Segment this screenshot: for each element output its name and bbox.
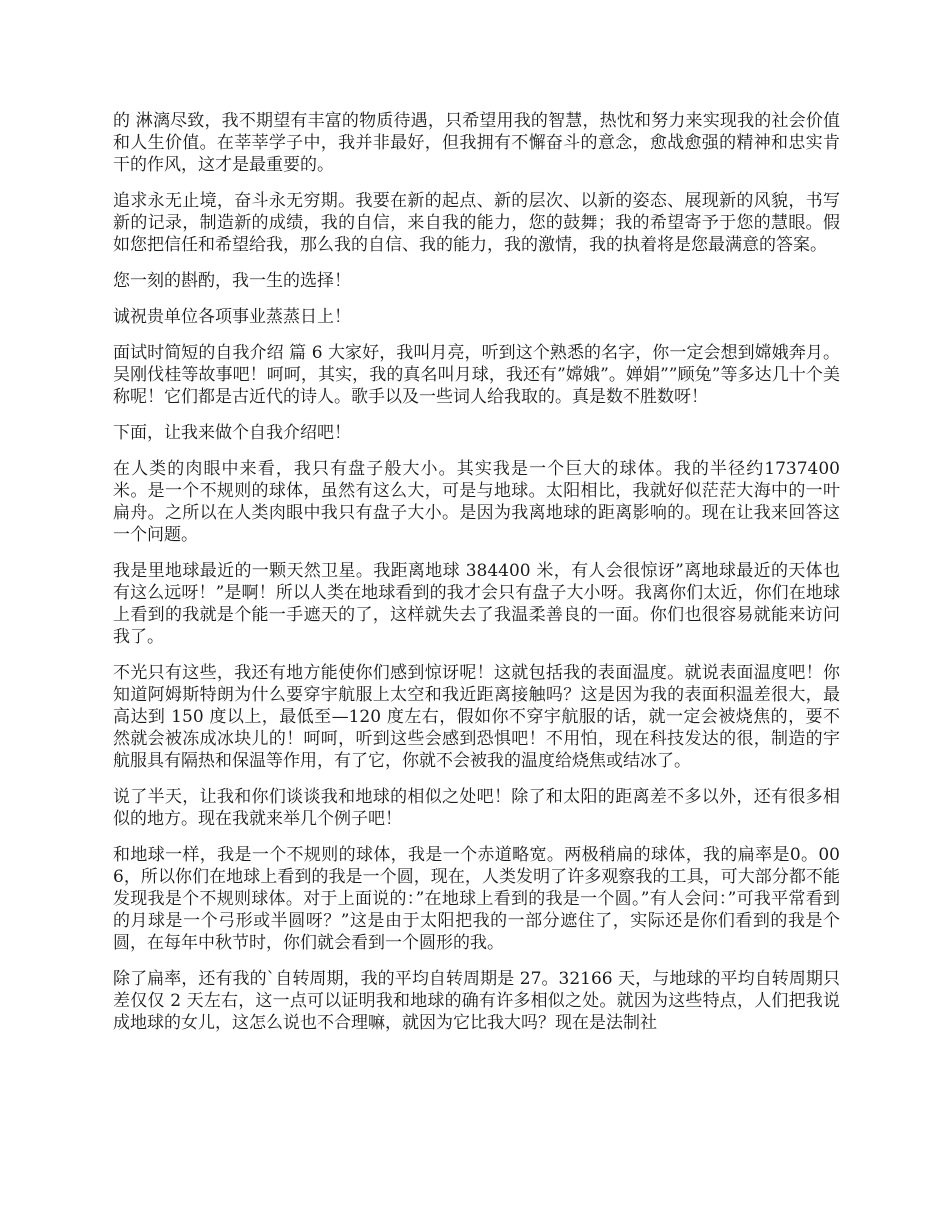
paragraph: 除了扁率，还有我的`自转周期，我的平均自转周期是 27。32166 天，与地球的平均自转周期只差仅仅 2 天左右，这一点可以证明我和地球的确有许多相似之处。就因为这些特点，人们把我说成地球的女儿，这怎么说也不合理嘛，就因为它比我大吗？现在是法制社 (113, 969, 840, 1033)
paragraph: 我是里地球最近的一颗天然卫星。我距离地球 384400 米，有人会很惊讶”离地球最近的天体也有这么远呀！”是啊！所以人类在地球看到的我才会只有盘子大小呀。我离你们太近，你们在地球上看到的我就是个能一手遮天的了，这样就失去了我温柔善良的一面。你们也很容易就能来访问我了。 (113, 561, 840, 647)
paragraph: 下面，让我来做个自我介绍吧！ (113, 423, 351, 443)
paragraph: 在人类的肉眼中来看，我只有盘子般大小。其实我是一个巨大的球体。我的半径约1737400 米。是一个不规则的球体，虽然有这么大，可是与地球。太阳相比，我就好似茫茫大海中的一叶扁舟。之所以在人类肉眼中我只有盘子大小。是因为我离地球的距离影响的。现在让我来回答这一个问题。 (113, 459, 840, 545)
paragraph: 您一刻的斟酌，我一生的选择！ (113, 271, 351, 291)
document-page (113, 110, 840, 1048)
paragraph: 诚祝贵单位各项事业蒸蒸日上！ (113, 307, 351, 327)
paragraph: 的 淋漓尽致，我不期望有丰富的物质待遇，只希望用我的智慧，热忱和努力来实现我的社会价值和人生价值。在莘莘学子中，我并非最好，但我拥有不懈奋斗的意念，愈战愈强的精神和忠实肯干的作风，这才是最重要的。 (113, 111, 840, 175)
paragraph: 说了半天，让我和你们谈谈我和地球的相似之处吧！除了和太阳的距离差不多以外，还有很多相似的地方。现在我就来举几个例子吧！ (113, 787, 840, 829)
paragraph: 和地球一样，我是一个不规则的球体，我是一个赤道略宽。两极稍扁的球体，我的扁率是0。006，所以你们在地球上看到的我是一个圆，现在，人类发明了许多观察我的工具，可大部分都不能发现我是个不规则球体。对于上面说的：”在地球上看到的我是一个圆。”有人会问：”可我平常看到的月球是一个弓形或半圆呀？”这是由于太阳把我的一部分遮住了，实际还是你们看到的我是个圆，在每年中秋节时，你们就会看到一个圆形的我。 (113, 845, 840, 953)
paragraph: 不光只有这些，我还有地方能使你们感到惊讶呢！这就包括我的表面温度。就说表面温度吧！你知道阿姆斯特朗为什么要穿宇航服上太空和我近距离接触吗？这是因为我的表面积温差很大，最高达到 150 度以上，最低至—120 度左右，假如你不穿宇航服的话，就一定会被烧焦的，要不然就会被冻成冰块儿的！呵呵，听到这些会感到恐惧吧！不用怕，现在科技发达的很，制造的宇航服具有隔热和保温等作用，有了它，你就不会被我的温度给烧焦或结冰了。 (113, 663, 840, 771)
paragraph: 追求永无止境，奋斗永无穷期。我要在新的起点、新的层次、以新的姿态、展现新的风貌，书写新的记录，制造新的成绩，我的自信，来自我的能力，您的鼓舞；我的希望寄予于您的慧眼。假如您把信任和希望给我，那么我的自信、我的能力，我的激情，我的执着将是您最满意的答案。 (113, 191, 840, 255)
paragraph: 面试时简短的自我介绍 篇 6 大家好，我叫月亮，听到这个熟悉的名字，你一定会想到嫦娥奔月。吴刚伐桂等故事吧！呵呵，其实，我的真名叫月球，我还有”嫦娥”。婵娟””顾兔”等多达几十个美称呢！它们都是古近代的诗人。歌手以及一些词人给我取的。真是数不胜数呀！ (113, 343, 840, 407)
